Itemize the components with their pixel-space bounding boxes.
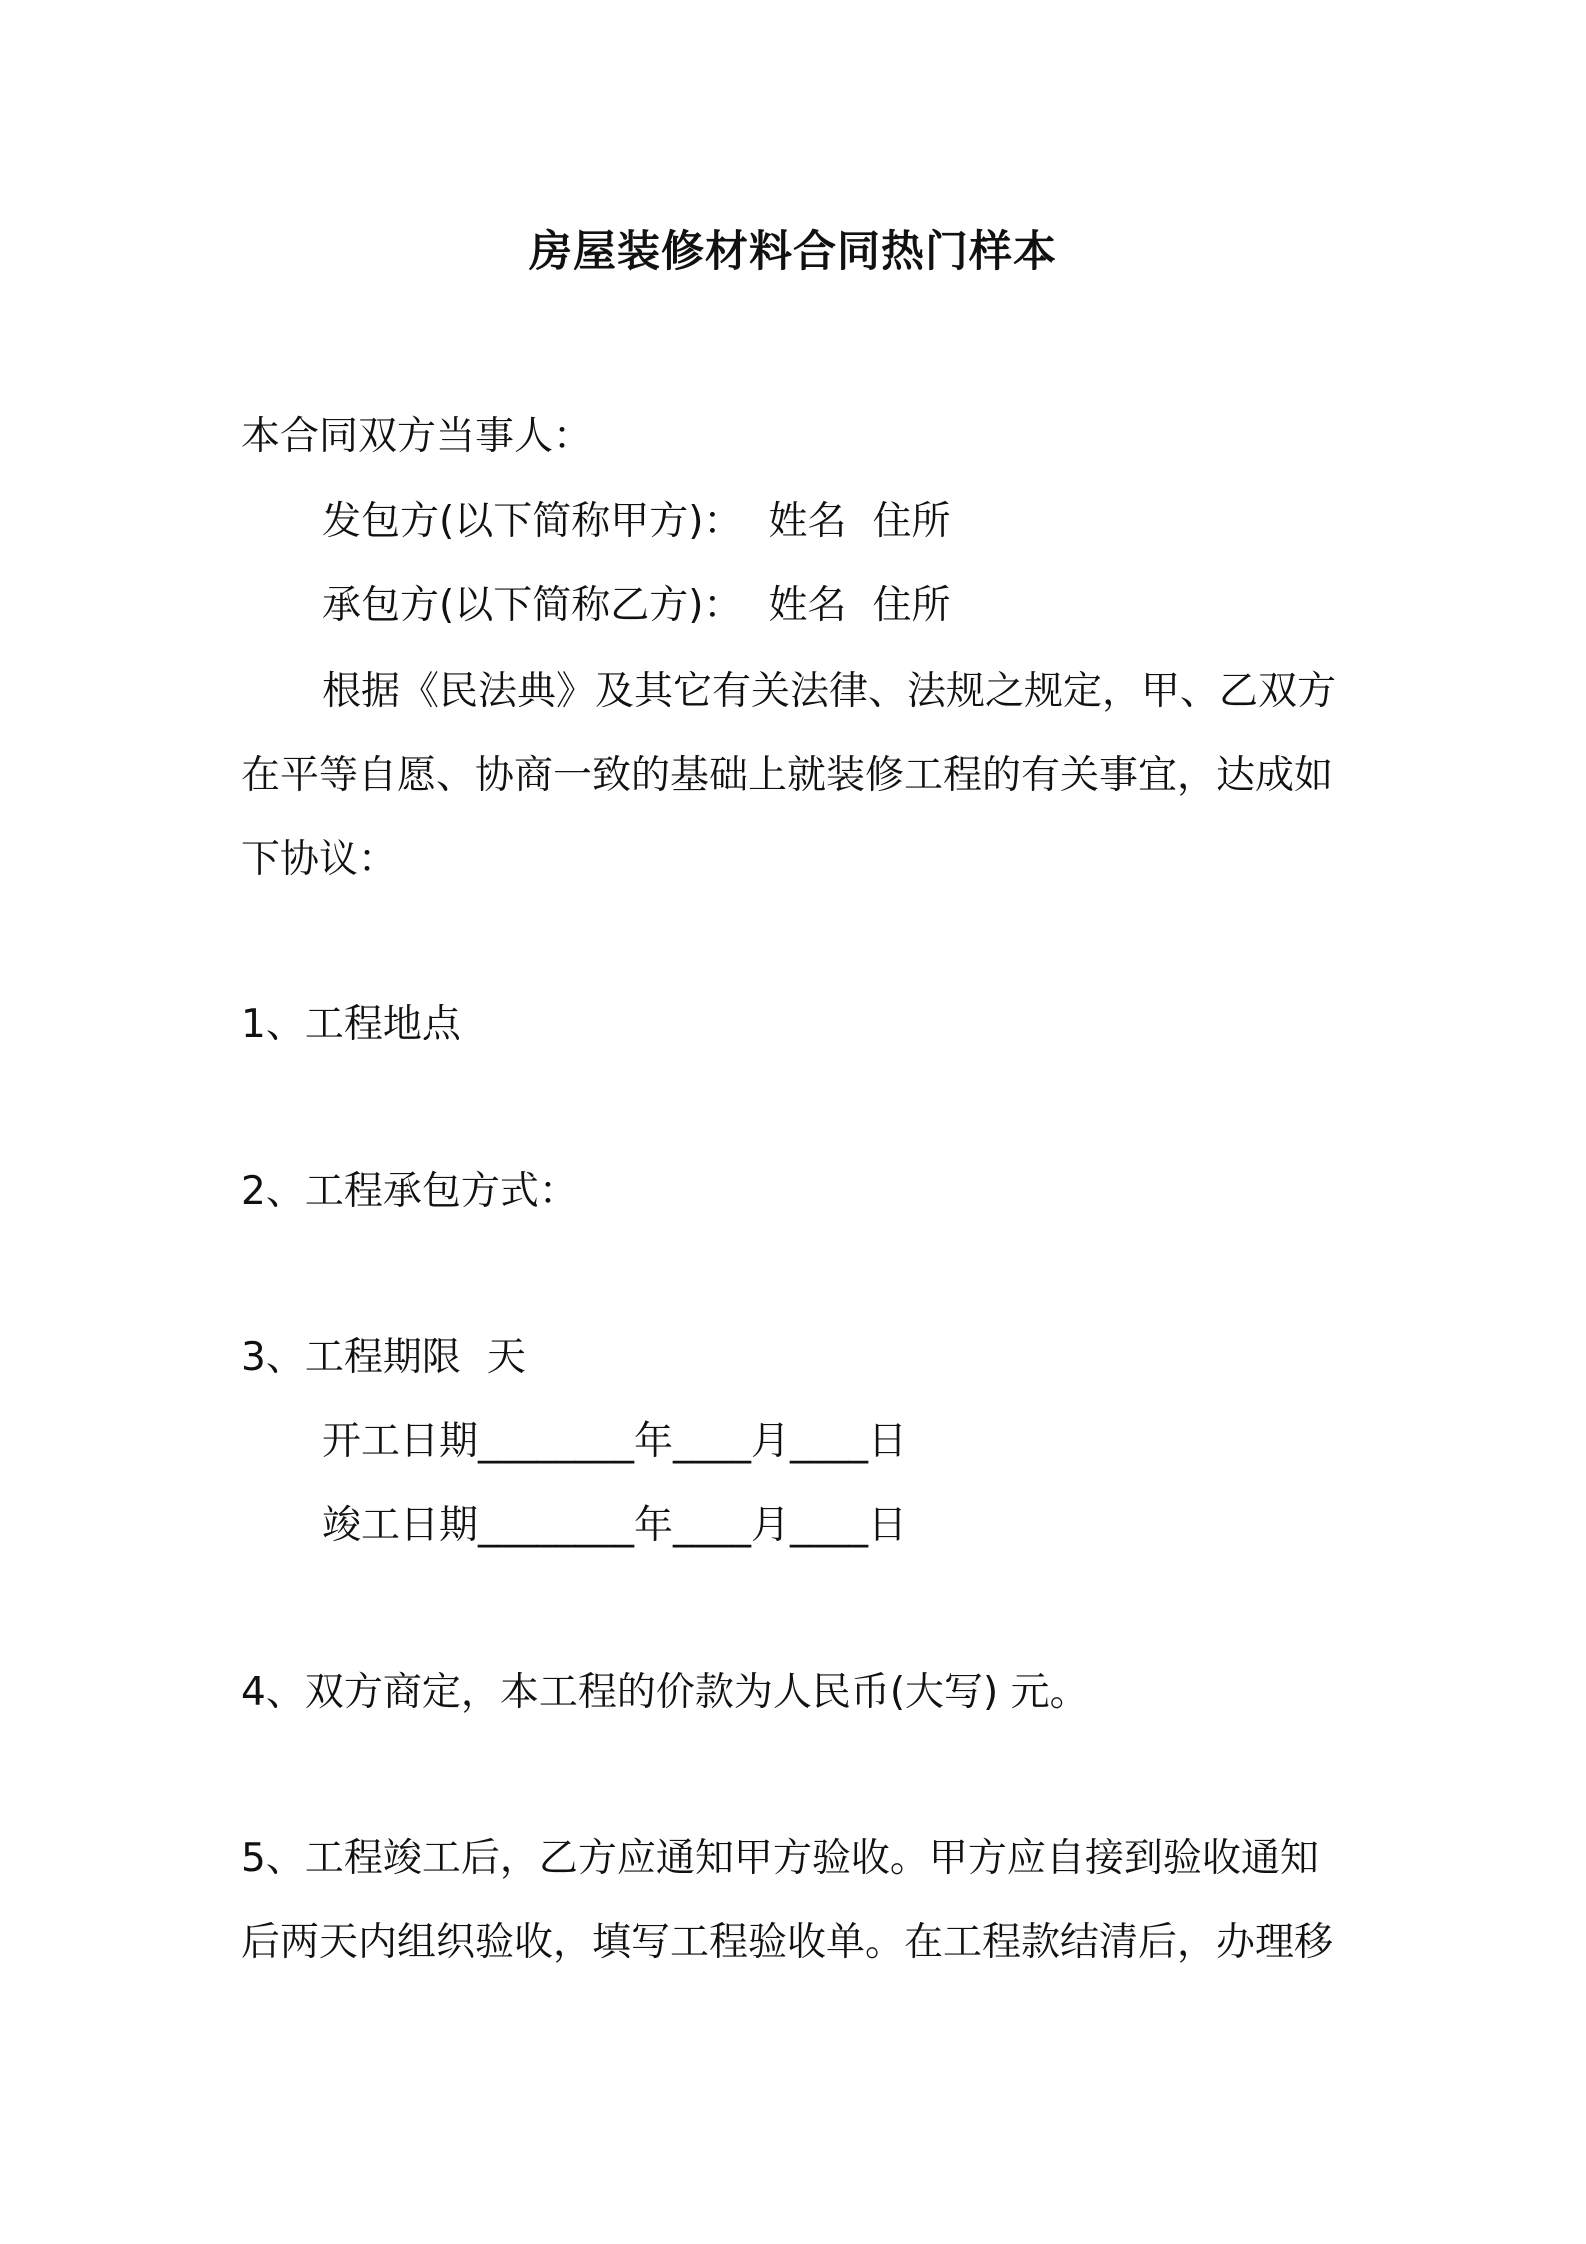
- clause-5: 5、工程竣工后，乙方应通知甲方验收。甲方应自接到验收通知后两天内组织验收，填写工程验收单。在工程款结清后，办理移: [241, 1836, 1334, 1965]
- start-date-line: 开工日期________年____月____日: [322, 1419, 908, 1464]
- party-b-address: 住所: [872, 583, 951, 628]
- clause-2: 2、工程承包方式：: [241, 1169, 578, 1214]
- clause-3: [241, 1333, 526, 1383]
- party-a-address: 住所: [872, 499, 951, 544]
- clause-4: 4、双方商定，本工程的价款为人民币(大写) 元。: [241, 1670, 1089, 1715]
- party-a-label: 发包方(以下简称甲方)：: [322, 499, 743, 544]
- document-title: 房屋装修材料合同热门样本: [529, 227, 1057, 277]
- clause-3-unit: 天: [486, 1335, 526, 1380]
- clause-3-text: 3、工程期限: [241, 1335, 461, 1380]
- party-a-name: 姓名: [768, 499, 847, 544]
- party-b-name: 姓名: [768, 583, 847, 628]
- preamble-paragraph: 根据《民法典》及其它有关法律、法规之规定，甲、乙双方在平等自愿、协商一致的基础上就装修工程的有关事宜，达成如下协议：: [241, 669, 1337, 882]
- party-b-line: [322, 581, 950, 631]
- party-b-label: 承包方(以下简称乙方)：: [322, 583, 743, 628]
- party-a-line: [322, 497, 950, 547]
- parties-heading: 本合同双方当事人：: [241, 414, 593, 459]
- end-date-line: 竣工日期________年____月____日: [322, 1503, 908, 1548]
- clause-1: 1、工程地点: [241, 1002, 461, 1047]
